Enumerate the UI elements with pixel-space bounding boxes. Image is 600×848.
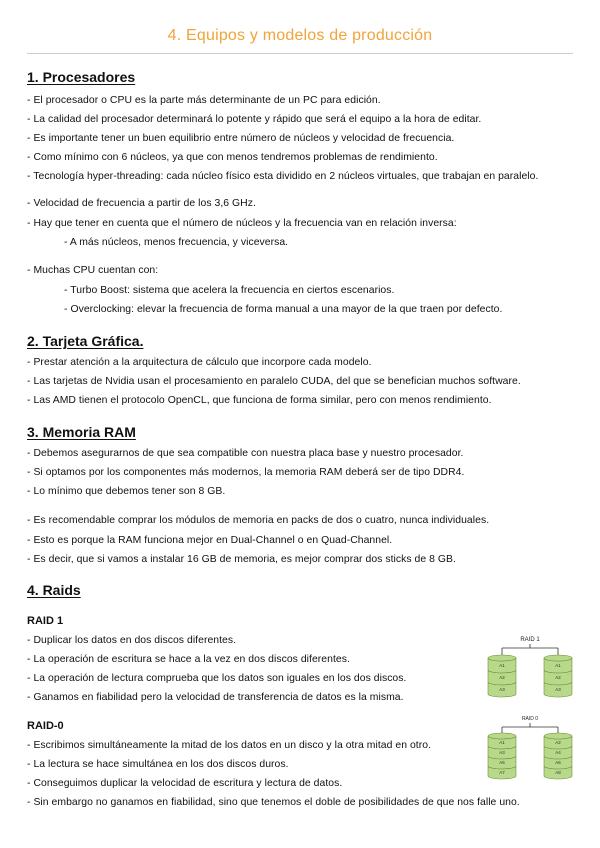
text-line: - Esto es porque la RAM funciona mejor en Dual-Channel o en Quad-Channel. (27, 535, 393, 546)
text-line: - Sin embargo no ganamos en fiabilidad, sino que tenemos el doble de posibilidades de que nos falle uno. (27, 797, 520, 808)
disk-segment-label: A7 (499, 770, 505, 775)
raid0-diagram-label: RAID 0 (521, 716, 539, 722)
disk-segment-label: A3 (499, 750, 505, 755)
section-heading-grafica: 2. Tarjeta Gráfica. (27, 333, 144, 349)
text-line: - Es decir, que si vamos a instalar 16 GB de memoria, es mejor comprar dos sticks de 8 GB. (27, 554, 456, 565)
text-line: - La lectura se hace simultánea en los dos discos duros. (27, 759, 289, 770)
text-line: - Prestar atención a la arquitectura de cálculo que incorpore cada modelo. (27, 357, 372, 368)
disk-segment-label: A8 (555, 770, 561, 775)
disk-segment-label: A1 (499, 663, 505, 668)
text-line-indented: - A más núcleos, menos frecuencia, y viceversa. (64, 237, 289, 248)
disk-segment-label: A3 (555, 687, 561, 692)
disk-segment-label: A5 (499, 760, 505, 765)
disk-segment-label: A4 (555, 750, 561, 755)
raid0-diagram (480, 714, 580, 786)
text-line: - Las tarjetas de Nvidia usan el procesamiento en paralelo CUDA, del que se benefician muchos software. (27, 376, 521, 387)
raid1-disk-a (488, 655, 516, 697)
text-line: - Hay que tener en cuenta que el número de núcleos y la frecuencia van en relación inversa: (27, 218, 457, 229)
disk-segment-label: A6 (555, 760, 561, 765)
text-line: - Las AMD tienen el protocolo OpenCL, que funciona de forma similar, pero con menos rendimiento. (27, 395, 492, 406)
disk-segment-label: A3 (499, 687, 505, 692)
disk-top (488, 655, 516, 661)
title-divider (27, 53, 573, 54)
raid1-heading: RAID 1 (27, 615, 64, 627)
text-line: - Escribimos simultáneamente la mitad de los datos en un disco y la otra mitad en otro. (27, 740, 432, 751)
text-line: - Duplicar los datos en dos discos diferentes. (27, 635, 237, 646)
text-line: - Si optamos por los componentes más modernos, la memoria RAM deberá ser de tipo DDR4. (27, 467, 465, 478)
text-line-indented: - Overclocking: elevar la frecuencia de forma manual a una mayor de la que traen por defecto. (64, 304, 503, 315)
text-line: - Conseguimos duplicar la velocidad de escritura y lectura de datos. (27, 778, 343, 789)
text-line: - La operación de escritura se hace a la vez en dos discos diferentes. (27, 654, 350, 665)
text-line: - Muchas CPU cuentan con: (27, 265, 159, 276)
section-heading-ram: 3. Memoria RAM (27, 424, 136, 440)
section-heading-raids: 4. Raids (27, 582, 81, 598)
section-heading-procesadores: 1. Procesadores (27, 69, 136, 85)
page-title: 4. Equipos y modelos de producción (167, 27, 433, 44)
disk-segment-label: A2 (499, 675, 505, 680)
raid0-heading: RAID-0 (27, 720, 64, 732)
disk-top (488, 733, 516, 739)
raid1-diagram (480, 632, 580, 704)
raid0-disk-a (488, 733, 516, 779)
text-line: - Lo mínimo que debemos tener son 8 GB. (27, 486, 226, 497)
text-line-indented: - Turbo Boost: sistema que acelera la frecuencia en ciertos escenarios. (64, 285, 395, 296)
text-line: - El procesador o CPU es la parte más determinante de un PC para edición. (27, 95, 381, 106)
disk-segment-label: A2 (555, 675, 561, 680)
raid1-disk-b (544, 655, 572, 697)
disk-top (544, 655, 572, 661)
disk-segment-label: A1 (499, 740, 505, 745)
raid1-diagram-label: RAID 1 (520, 637, 540, 643)
text-line: - Es recomendable comprar los módulos de memoria en packs de dos o cuatro, nunca individuales. (27, 515, 490, 526)
text-line: - Tecnología hyper-threading: cada núcleo físico esta dividido en 2 núcleos virtuales, que trabajan en paralelo. (27, 171, 539, 182)
text-line: - La operación de lectura comprueba que los datos son iguales en los dos discos. (27, 673, 407, 684)
disk-segment-label: A2 (555, 740, 561, 745)
text-line: - La calidad del procesador determinará lo potente y rápido que será el equipo a la hora de editar. (27, 114, 482, 125)
text-line: - Ganamos en fiabilidad pero la velocidad de transferencia de datos es la misma. (27, 692, 404, 703)
text-line: - Debemos asegurarnos de que sea compatible con nuestra placa base y nuestro procesador. (27, 448, 464, 459)
raid0-disk-b (544, 733, 572, 779)
disk-top (544, 733, 572, 739)
text-line: - Como mínimo con 6 núcleos, ya que con menos tendremos problemas de rendimiento. (27, 152, 438, 163)
text-line: - Es importante tener un buen equilibrio entre número de núcleos y velocidad de frecuencia. (27, 133, 455, 144)
text-line: - Velocidad de frecuencia a partir de los 3,6 GHz. (27, 198, 256, 209)
disk-segment-label: A1 (555, 663, 561, 668)
